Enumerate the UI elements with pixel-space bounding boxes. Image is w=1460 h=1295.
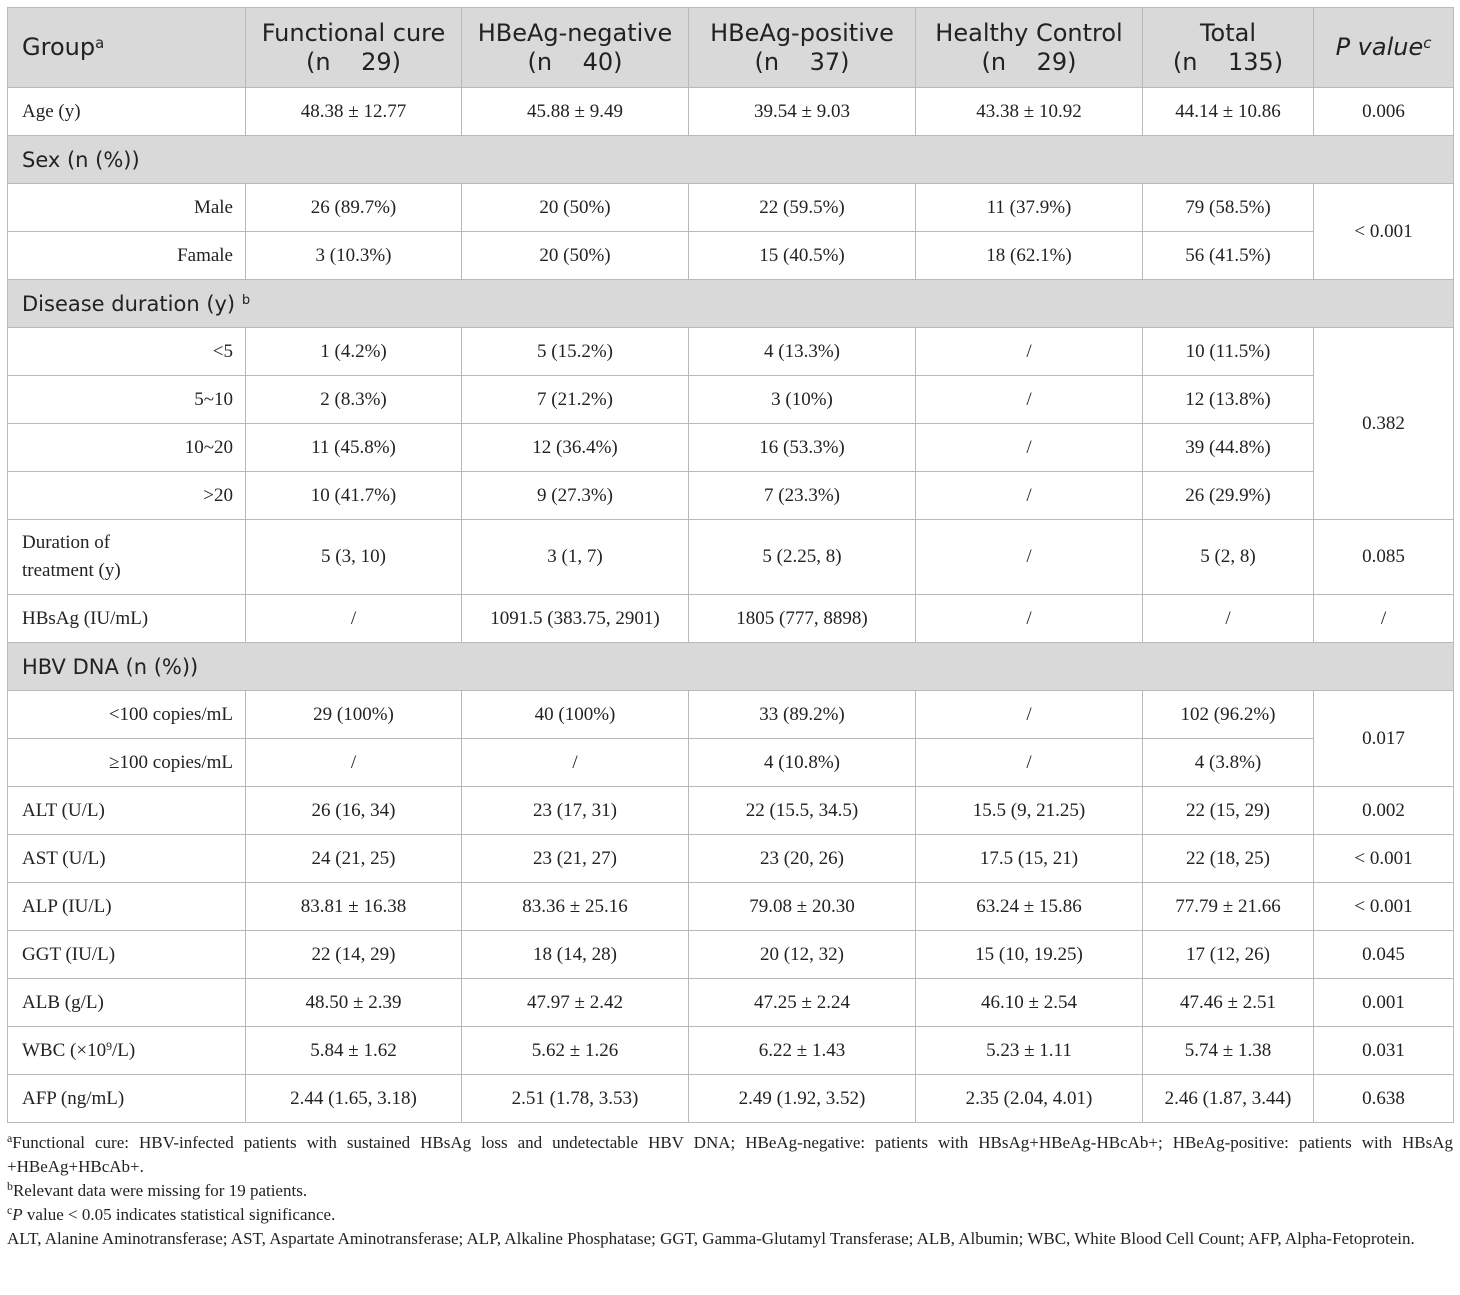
cell: 16 (53.3%)	[689, 424, 916, 472]
cell: 2.51 (1.78, 3.53)	[462, 1075, 689, 1123]
row-ast	[8, 835, 1454, 883]
p-value-cell: < 0.001	[1314, 184, 1454, 280]
cell: /	[916, 691, 1143, 739]
cell: 20 (50%)	[462, 232, 689, 280]
header-hbeag-negative: HBeAg-negative (n 40)	[462, 8, 689, 88]
cell: 3 (1, 7)	[462, 520, 689, 595]
cell: /	[916, 328, 1143, 376]
p-value-cell: 0.017	[1314, 691, 1454, 787]
row-dd-lt5	[8, 328, 1454, 376]
cell: 20 (12, 32)	[689, 931, 916, 979]
cell: 2.46 (1.87, 3.44)	[1143, 1075, 1314, 1123]
cell: /	[916, 424, 1143, 472]
cell: 3 (10.3%)	[246, 232, 462, 280]
cell: 11 (37.9%)	[916, 184, 1143, 232]
p-value-cell: 0.045	[1314, 931, 1454, 979]
cell: 2.44 (1.65, 3.18)	[246, 1075, 462, 1123]
cell: 2.35 (2.04, 4.01)	[916, 1075, 1143, 1123]
row-dna-ge100	[8, 739, 1454, 787]
row-alb	[8, 979, 1454, 1027]
section-hbv-dna	[8, 643, 1454, 691]
cell: /	[916, 520, 1143, 595]
cell: 23 (21, 27)	[462, 835, 689, 883]
cell: 5.84 ± 1.62	[246, 1027, 462, 1075]
cell: 7 (23.3%)	[689, 472, 916, 520]
footnote-c: $^c$P value < 0.05 indicates statistical significance.	[7, 1203, 336, 1224]
p-value-cell: /	[1314, 595, 1454, 643]
row-label: ALT (U/L)	[8, 787, 246, 835]
cell: 47.25 ± 2.24	[689, 979, 916, 1027]
cell: /	[1143, 595, 1314, 643]
row-label: >20	[8, 472, 246, 520]
p-value-cell: 0.031	[1314, 1027, 1454, 1075]
cell: 26 (29.9%)	[1143, 472, 1314, 520]
cell: 43.38 ± 10.92	[916, 88, 1143, 136]
row-label: WBC $(\times 10^9/L)$	[8, 1027, 246, 1075]
cell: 1805 (777, 8898)	[689, 595, 916, 643]
cell: 39.54 ± 9.03	[689, 88, 916, 136]
cell: 7 (21.2%)	[462, 376, 689, 424]
row-alp	[8, 883, 1454, 931]
cell: 47.97 ± 2.42	[462, 979, 689, 1027]
cell: 20 (50%)	[462, 184, 689, 232]
cell: 15.5 (9, 21.25)	[916, 787, 1143, 835]
cell: 22 (15, 29)	[1143, 787, 1314, 835]
row-dd-gt20	[8, 472, 1454, 520]
cell: 5.74 ± 1.38	[1143, 1027, 1314, 1075]
row-label: AFP (ng/mL)	[8, 1075, 246, 1123]
row-ggt	[8, 931, 1454, 979]
header-hbeag-positive: HBeAg-positive (n 37)	[689, 8, 916, 88]
header-total: Total (n 135)	[1143, 8, 1314, 88]
row-label: Male	[8, 184, 246, 232]
footnote-b: $^b$Relevant data were missing for 19 patients.	[7, 1179, 308, 1200]
section-sex	[8, 136, 1454, 184]
cell: 23 (20, 26)	[689, 835, 916, 883]
cell: /	[916, 739, 1143, 787]
cell: 63.24 ± 15.86	[916, 883, 1143, 931]
header-row	[8, 8, 1454, 88]
cell: /	[246, 739, 462, 787]
row-label: Famale	[8, 232, 246, 280]
header-functional-cure: Functional cure (n 29)	[246, 8, 462, 88]
cell: 4 (10.8%)	[689, 739, 916, 787]
row-alt	[8, 787, 1454, 835]
cell: /	[246, 595, 462, 643]
row-hbsag	[8, 595, 1454, 643]
row-dna-lt100	[8, 691, 1454, 739]
header-healthy-control: Healthy Control (n 29)	[916, 8, 1143, 88]
p-value-cell: < 0.001	[1314, 835, 1454, 883]
cell: 40 (100%)	[462, 691, 689, 739]
cell: 102 (96.2%)	[1143, 691, 1314, 739]
cell: 79 (58.5%)	[1143, 184, 1314, 232]
row-afp	[8, 1075, 1454, 1123]
row-label: 10~20	[8, 424, 246, 472]
cell: 29 (100%)	[246, 691, 462, 739]
cell: 12 (13.8%)	[1143, 376, 1314, 424]
cell: 4 (3.8%)	[1143, 739, 1314, 787]
row-label: GGT (IU/L)	[8, 931, 246, 979]
cell: 10 (41.7%)	[246, 472, 462, 520]
cell: 23 (17, 31)	[462, 787, 689, 835]
cell: 5 (3, 10)	[246, 520, 462, 595]
cell: 56 (41.5%)	[1143, 232, 1314, 280]
header-group: Group$^a$	[8, 8, 246, 88]
cell: 18 (62.1%)	[916, 232, 1143, 280]
cell: 48.38 ± 12.77	[246, 88, 462, 136]
cell: /	[916, 472, 1143, 520]
cell: 12 (36.4%)	[462, 424, 689, 472]
cell: 17.5 (15, 21)	[916, 835, 1143, 883]
cell: 10 (11.5%)	[1143, 328, 1314, 376]
footnote-abbreviations: ALT, Alanine Aminotransferase; AST, Aspartate Aminotransferase; ALP, Alkaline Phosphatase; GGT, Gamma-Glutamyl Transferase; ALB, Albumin; WBC, White Blood Cell Count; AFP, Alpha-Fetoprotein.	[7, 1229, 1415, 1248]
cell: 2 (8.3%)	[246, 376, 462, 424]
cell: 24 (21, 25)	[246, 835, 462, 883]
row-label: <5	[8, 328, 246, 376]
cell: 26 (89.7%)	[246, 184, 462, 232]
table-container	[7, 7, 1453, 1251]
cell: 5 (2.25, 8)	[689, 520, 916, 595]
cell: 17 (12, 26)	[1143, 931, 1314, 979]
row-female	[8, 232, 1454, 280]
cell: 1091.5 (383.75, 2901)	[462, 595, 689, 643]
row-dd-5-10	[8, 376, 1454, 424]
p-value-cell: 0.638	[1314, 1075, 1454, 1123]
row-age	[8, 88, 1454, 136]
row-label: ALP (IU/L)	[8, 883, 246, 931]
cell: 26 (16, 34)	[246, 787, 462, 835]
cell: 44.14 ± 10.86	[1143, 88, 1314, 136]
p-value-cell: 0.002	[1314, 787, 1454, 835]
cell: 45.88 ± 9.49	[462, 88, 689, 136]
row-label: ALB (g/L)	[8, 979, 246, 1027]
table-footnotes	[7, 1131, 1453, 1251]
cell: /	[462, 739, 689, 787]
row-dd-10-20	[8, 424, 1454, 472]
row-wbc	[8, 1027, 1454, 1075]
cell: 5 (15.2%)	[462, 328, 689, 376]
cell: 1 (4.2%)	[246, 328, 462, 376]
cell: 4 (13.3%)	[689, 328, 916, 376]
cell: 6.22 ± 1.43	[689, 1027, 916, 1075]
cell: 22 (59.5%)	[689, 184, 916, 232]
cell: 77.79 ± 21.66	[1143, 883, 1314, 931]
cell: 39 (44.8%)	[1143, 424, 1314, 472]
p-value-cell: 0.382	[1314, 328, 1454, 520]
cell: 83.81 ± 16.38	[246, 883, 462, 931]
row-label: Duration of treatment (y)	[8, 520, 246, 595]
cell: 5.23 ± 1.11	[916, 1027, 1143, 1075]
section-label: Sex (n (%))	[8, 136, 1454, 184]
p-value-cell: 0.001	[1314, 979, 1454, 1027]
row-male	[8, 184, 1454, 232]
p-value-cell: < 0.001	[1314, 883, 1454, 931]
cell: 46.10 ± 2.54	[916, 979, 1143, 1027]
cell: /	[916, 376, 1143, 424]
cell: 79.08 ± 20.30	[689, 883, 916, 931]
cell: 18 (14, 28)	[462, 931, 689, 979]
cell: 47.46 ± 2.51	[1143, 979, 1314, 1027]
p-value-cell: 0.085	[1314, 520, 1454, 595]
row-label: ≥100 copies/mL	[8, 739, 246, 787]
cell: 22 (14, 29)	[246, 931, 462, 979]
cell: 15 (40.5%)	[689, 232, 916, 280]
cell: 3 (10%)	[689, 376, 916, 424]
cell: /	[916, 595, 1143, 643]
cell: 22 (15.5, 34.5)	[689, 787, 916, 835]
header-p-value: P value$^c$	[1314, 8, 1454, 88]
row-treatment-duration	[8, 520, 1454, 595]
p-value-cell: 0.006	[1314, 88, 1454, 136]
cell: 5.62 ± 1.26	[462, 1027, 689, 1075]
baseline-characteristics-table	[7, 7, 1454, 1123]
section-label: Disease duration (y) $^b$	[8, 280, 1454, 328]
cell: 22 (18, 25)	[1143, 835, 1314, 883]
cell: 15 (10, 19.25)	[916, 931, 1143, 979]
cell: 11 (45.8%)	[246, 424, 462, 472]
cell: 33 (89.2%)	[689, 691, 916, 739]
section-disease-duration	[8, 280, 1454, 328]
cell: 83.36 ± 25.16	[462, 883, 689, 931]
cell: 5 (2, 8)	[1143, 520, 1314, 595]
row-label: 5~10	[8, 376, 246, 424]
row-label: AST (U/L)	[8, 835, 246, 883]
row-label: <100 copies/mL	[8, 691, 246, 739]
cell: 9 (27.3%)	[462, 472, 689, 520]
cell: 2.49 (1.92, 3.52)	[689, 1075, 916, 1123]
cell: 48.50 ± 2.39	[246, 979, 462, 1027]
section-label: HBV DNA (n (%))	[8, 643, 1454, 691]
footnote-a: $^a$Functional cure: HBV-infected patients with sustained HBsAg loss and undetectable HBV DNA; HBeAg-negative: patients with HBsAg+HBeAg-HBcAb+; HBeAg-positive: patients with HBsAg +HBeAg+HBcAb+.	[7, 1131, 1453, 1176]
row-label: Age (y)	[8, 88, 246, 136]
row-label: HBsAg (IU/mL)	[8, 595, 246, 643]
